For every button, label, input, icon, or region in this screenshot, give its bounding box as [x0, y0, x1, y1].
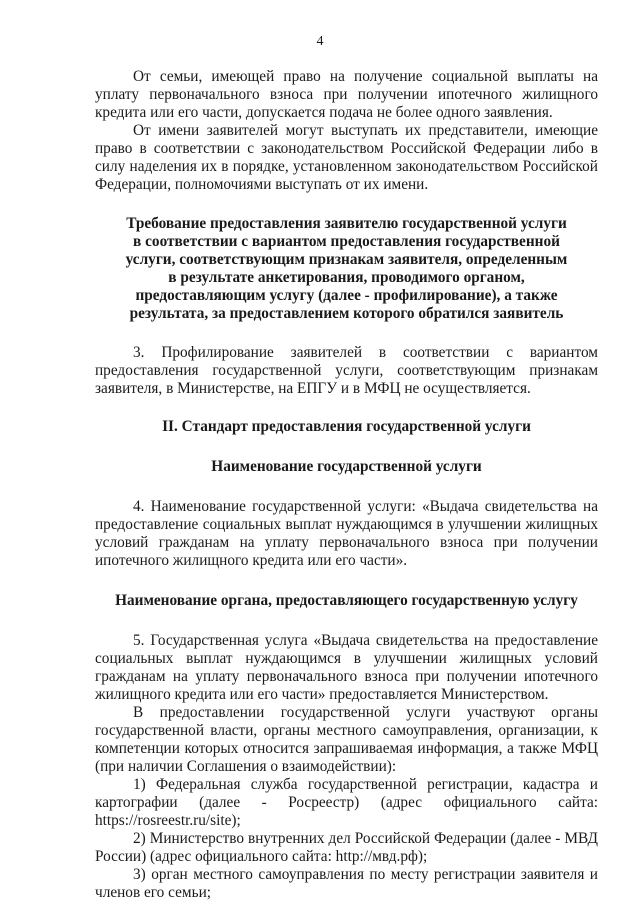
paragraph-representatives: От имени заявителей могут выступать их представители, имеющие право в соответствии с законодательством Российской Федерации либо в силу наделения их в порядке, установленном законодательством Российской Федерации, полномочиями выступать от их имени.: [95, 122, 598, 193]
heading-providing-organ: Наименование органа, предоставляющего государственную услугу: [115, 592, 578, 609]
heading-requirements-line: Требование предоставления заявителю государственной услуги: [126, 215, 567, 232]
paragraph-4-service-name: 4. Наименование государственной услуги: «Выдача свидетельства на предоставление социальных выплат нуждающимся в улучшении жилищных условий гражданам на уплату первоначального взноса при получении ипотечного жилищного кредита или его части».: [95, 498, 598, 569]
heading-requirements-line: результата, за предоставлением которого обратился заявитель: [129, 305, 564, 322]
heading-requirements-line: предоставляющим услугу (далее - профилирование), а также: [135, 287, 558, 304]
heading-requirements: [95, 215, 598, 323]
paragraph-5-service-provider: 5. Государственная услуга «Выдача свидетельства на предоставление социальных выплат нуждающимся в улучшении жилищных условий гражданам на уплату первоначального взноса при получении ипотечного жилищного кредита или его части» предоставляется Министерством.: [95, 632, 598, 703]
paragraph-participants: В предоставлении государственной услуги участвуют органы государственной власти, органы местного самоуправления, организации, к компетенции которых относится запрашиваемая информация, а также МФЦ (при наличии Соглашения о взаимодействии):: [95, 704, 598, 775]
document-body: [95, 68, 598, 902]
heading-requirements-line: в соответствии с вариантом предоставления государственной: [133, 233, 560, 250]
page-number: 4: [316, 34, 324, 49]
list-item: 3) орган местного самоуправления по месту регистрации заявителя и членов его семьи;: [95, 866, 598, 901]
list-item: 1) Федеральная служба государственной регистрации, кадастра и картографии (далее - Росреестр) (адрес официального сайта: https://rosreestr.ru/site);: [95, 776, 598, 829]
heading-service-name: Наименование государственной услуги: [211, 458, 482, 475]
heading-requirements-line: в результате анкетирования, проводимого органом,: [168, 269, 525, 286]
heading-requirements-line: услуги, соответствующим признакам заявителя, определенным: [125, 251, 568, 268]
paragraph-single-application: От семьи, имеющей право на получение социальной выплаты на уплату первоначального взноса при получении ипотечного жилищного кредита или его части, допускается подача не более одного заявления.: [95, 68, 598, 121]
section-2-title: II. Стандарт предоставления государственной услуги: [162, 418, 531, 435]
list-item: 2) Министерство внутренних дел Российской Федерации (далее - МВД России) (адрес официального сайта: http://мвд.рф);: [95, 830, 598, 865]
paragraph-3-profiling: 3. Профилирование заявителей в соответствии с вариантом предоставления государственной услуги, соответствующим признакам заявителя, в Министерстве, на ЕПГУ и в МФЦ не осуществляется.: [95, 344, 598, 397]
